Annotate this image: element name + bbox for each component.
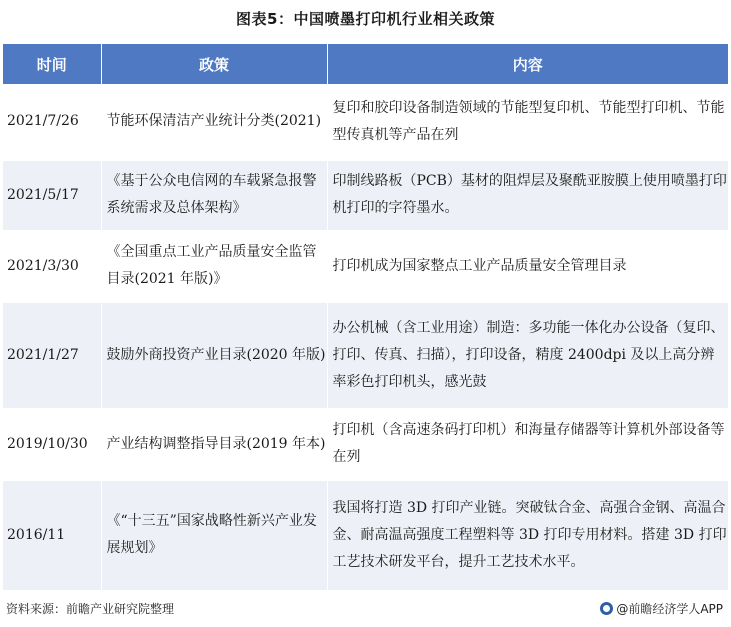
table-row xyxy=(3,160,728,230)
cell-content: 复印和胶印设备制造领域的节能型复印机、节能型打印机、节能型传真机等产品在列 xyxy=(327,84,728,160)
table-header-row xyxy=(3,44,728,84)
header-content: 内容 xyxy=(327,44,728,84)
table-row xyxy=(3,408,728,480)
brand-label: @前瞻经济学人APP xyxy=(616,602,723,616)
table-row xyxy=(3,84,728,160)
cell-date: 2021/7/26 xyxy=(3,84,101,160)
cell-content: 办公机械（含工业用途）制造：多功能一体化办公设备（复印、打印、传真、扫描），打印设备，精度 2400dpi 及以上高分辨率彩色打印机头，感光鼓 xyxy=(327,302,728,408)
cell-policy: 《“十三五”国家战略性新兴产业发展规划》 xyxy=(101,480,327,590)
cell-date: 2019/10/30 xyxy=(3,408,101,480)
cell-policy: 节能环保清洁产业统计分类(2021) xyxy=(101,84,327,160)
cell-content: 打印机成为国家整点工业产品质量安全管理目录 xyxy=(327,230,728,302)
cell-date: 2021/1/27 xyxy=(3,302,101,408)
header-date: 时间 xyxy=(3,44,101,84)
table-row xyxy=(3,480,728,590)
cell-content: 印制线路板（PCB）基材的阻焊层及聚酰亚胺膜上使用喷墨打印机打印的字符墨水。 xyxy=(327,160,728,230)
table-row xyxy=(3,302,728,408)
cell-policy: 《全国重点工业产品质量安全监管目录(2021 年版)》 xyxy=(101,230,327,302)
cell-policy: 产业结构调整指导目录(2019 年本) xyxy=(101,408,327,480)
cell-policy: 鼓励外商投资产业目录(2020 年版) xyxy=(101,302,327,408)
policy-table xyxy=(3,44,728,591)
cell-date: 2021/3/30 xyxy=(3,230,101,302)
cell-date: 2016/11 xyxy=(3,480,101,590)
cell-content: 我国将打造 3D 打印产业链。突破钛合金、高强合金钢、高温合金、耐高温高强度工程塑料等 3D 打印专用材料。搭建 3D 打印工艺技术研发平台，提升工艺技术水平。 xyxy=(327,480,728,590)
source-note: 资料来源：前瞻产业研究院整理 xyxy=(6,602,175,616)
brand-logo-icon xyxy=(600,602,613,615)
table-row xyxy=(3,230,728,302)
brand-credit xyxy=(600,600,723,617)
cell-content: 打印机（含高速条码打印机）和海量存储器等计算机外部设备等在列 xyxy=(327,408,728,480)
cell-policy: 《基于公众电信网的车载紧急报警系统需求及总体架构》 xyxy=(101,160,327,230)
header-policy: 政策 xyxy=(101,44,327,84)
cell-date: 2021/5/17 xyxy=(3,160,101,230)
chart-title: 图表5：中国喷墨打印机行业相关政策 xyxy=(236,10,495,28)
